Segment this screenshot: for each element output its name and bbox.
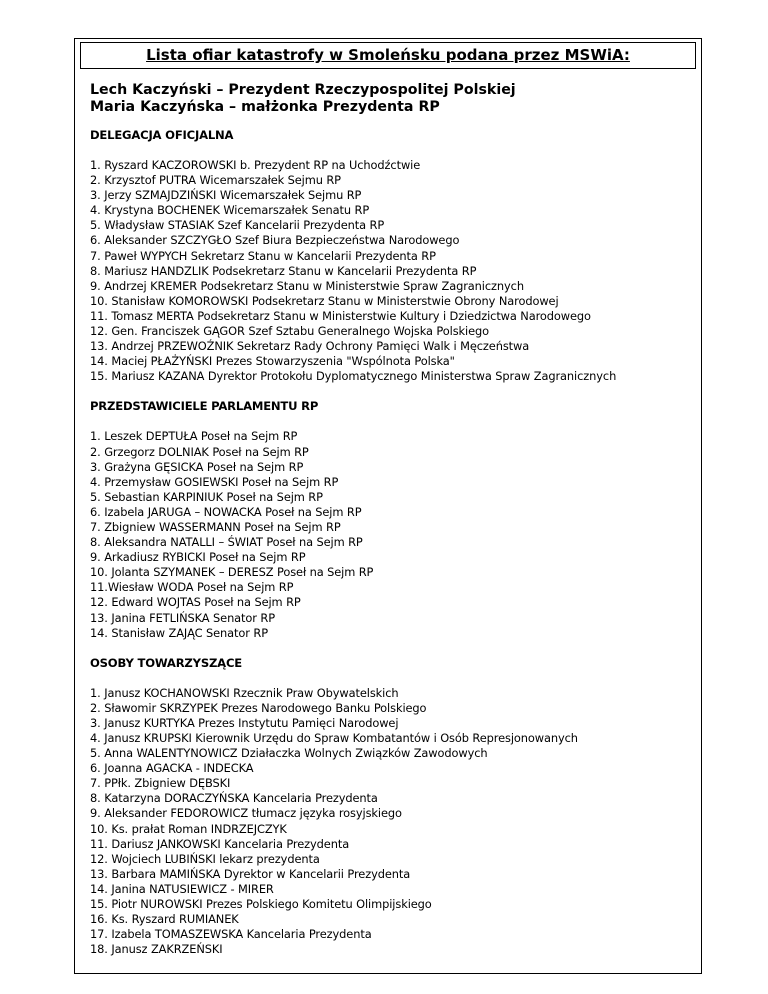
list-item: 8. Aleksandra NATALLI – ŚWIAT Poseł na Sejm RP — [90, 535, 363, 550]
title-box — [80, 42, 696, 69]
section-heading: OSOBY TOWARZYSZĄCE — [90, 655, 242, 670]
list-item: 4. Przemysław GOSIEWSKI Poseł na Sejm RP — [90, 474, 339, 489]
list-item: 2. Krzysztof PUTRA Wicemarszałek Sejmu RP — [90, 173, 341, 188]
list-item: 13. Barbara MAMIŃSKA Dyrektor w Kancelarii Prezydenta — [90, 866, 411, 881]
list-item: 4. Krystyna BOCHENEK Wicemarszałek Senatu RP — [90, 203, 370, 218]
leader-president: Lech Kaczyński – Prezydent Rzeczypospolitej Polskiej — [90, 82, 516, 98]
list-item: 11.Wiesław WODA Poseł na Sejm RP — [90, 580, 294, 595]
list-item: 10. Stanisław KOMOROWSKI Podsekretarz Stanu w Ministerstwie Obrony Narodowej — [90, 293, 559, 308]
victim-list — [90, 686, 690, 958]
list-item: 14. Stanisław ZAJĄC Senator RP — [90, 625, 268, 640]
list-item: 4. Janusz KRUPSKI Kierownik Urzędu do Spraw Kombatantów i Osób Represjonowanych — [90, 731, 578, 745]
list-item: 6. Aleksander SZCZYGŁO Szef Biura Bezpieczeństwa Narodowego — [90, 233, 460, 248]
list-item: 12. Gen. Franciszek GĄGOR Szef Sztabu Generalnego Wojska Polskiego — [90, 324, 490, 339]
list-item: 6. Joanna AGACKA - INDECKA — [90, 761, 254, 776]
list-item: 1. Janusz KOCHANOWSKI Rzecznik Praw Obywatelskich — [90, 685, 399, 700]
document-body — [90, 82, 690, 957]
list-item: 12. Wojciech LUBIŃSKI lekarz prezydenta — [90, 851, 320, 866]
list-item: 8. Katarzyna DORACZYŃSKA Kancelaria Prezydenta — [90, 791, 378, 806]
list-item: 8. Mariusz HANDZLIK Podsekretarz Stanu w Kancelarii Prezydenta RP — [90, 263, 477, 278]
list-item: 7. Paweł WYPYCH Sekretarz Stanu w Kancelarii Prezydenta RP — [90, 248, 436, 263]
list-item: 1. Ryszard KACZOROWSKI b. Prezydent RP na Uchodźctwie — [90, 158, 421, 172]
section-heading: PRZEDSTAWICIELE PARLAMENTU RP — [90, 399, 319, 414]
list-item: 6. Izabela JARUGA – NOWACKA Poseł na Sejm RP — [90, 504, 362, 519]
list-item: 9. Aleksander FEDOROWICZ tłumacz języka rosyjskiego — [90, 806, 402, 821]
section-parliament — [90, 399, 690, 640]
section-official-delegation — [90, 128, 690, 384]
list-item: 5. Anna WALENTYNOWICZ Działaczka Wolnych Związków Zawodowych — [90, 746, 488, 761]
list-item: 16. Ks. Ryszard RUMIANEK — [90, 912, 239, 927]
list-item: 2. Grzegorz DOLNIAK Poseł na Sejm RP — [90, 444, 309, 459]
list-item: 11. Tomasz MERTA Podsekretarz Stanu w Ministerstwie Kultury i Dziedzictwa Narodowego — [90, 308, 591, 323]
list-item: 7. PPłk. Zbigniew DĘBSKI — [90, 776, 231, 791]
list-item: 7. Zbigniew WASSERMANN Poseł na Sejm RP — [90, 519, 341, 534]
list-item: 18. Janusz ZAKRZEŃSKI — [90, 942, 223, 957]
list-item: 14. Janina NATUSIEWICZ - MIRER — [90, 881, 274, 896]
list-item: 2. Sławomir SKRZYPEK Prezes Narodowego Banku Polskiego — [90, 700, 427, 715]
victim-list — [90, 429, 690, 640]
section-accompanying-persons — [90, 656, 690, 958]
list-item: 14. Maciej PŁAŻYŃSKI Prezes Stowarzyszenia "Wspólnota Polska" — [90, 354, 455, 369]
list-item: 5. Władysław STASIAK Szef Kancelarii Prezydenta RP — [90, 218, 385, 233]
victim-list — [90, 158, 690, 384]
leader-first-lady: Maria Kaczyńska – małżonka Prezydenta RP — [90, 99, 440, 115]
list-item: 5. Sebastian KARPINIUK Poseł na Sejm RP — [90, 489, 323, 504]
list-item: 3. Grażyna GĘSICKA Poseł na Sejm RP — [90, 459, 304, 474]
document-title: Lista ofiar katastrofy w Smoleńsku podana przez MSWiA: — [146, 46, 630, 64]
list-item: 3. Janusz KURTYKA Prezes Instytutu Pamięci Narodowej — [90, 715, 399, 730]
list-item: 10. Jolanta SZYMANEK – DERESZ Poseł na Sejm RP — [90, 565, 374, 580]
section-heading: DELEGACJA OFICJALNA — [90, 128, 234, 142]
list-item: 10. Ks. prałat Roman INDRZEJCZYK — [90, 821, 287, 836]
list-item: 12. Edward WOJTAS Poseł na Sejm RP — [90, 595, 301, 610]
list-item: 9. Arkadiusz RYBICKI Poseł na Sejm RP — [90, 550, 306, 565]
list-item: 11. Dariusz JANKOWSKI Kancelaria Prezydenta — [90, 836, 350, 851]
list-item: 15. Piotr NUROWSKI Prezes Polskiego Komitetu Olimpijskiego — [90, 897, 432, 912]
list-item: 15. Mariusz KAZANA Dyrektor Protokołu Dyplomatycznego Ministerstwa Spraw Zagranicznych — [90, 369, 617, 384]
list-item: 3. Jerzy SZMAJDZIŃSKI Wicemarszałek Sejmu RP — [90, 188, 362, 203]
list-item: 17. Izabela TOMASZEWSKA Kancelaria Prezydenta — [90, 927, 372, 942]
list-item: 1. Leszek DEPTUŁA Poseł na Sejm RP — [90, 429, 298, 444]
list-item: 13. Janina FETLIŃSKA Senator RP — [90, 610, 275, 625]
list-item: 9. Andrzej KREMER Podsekretarz Stanu w Ministerstwie Spraw Zagranicznych — [90, 278, 524, 293]
list-item: 13. Andrzej PRZEWOŹNIK Sekretarz Rady Ochrony Pamięci Walk i Męczeństwa — [90, 339, 530, 354]
